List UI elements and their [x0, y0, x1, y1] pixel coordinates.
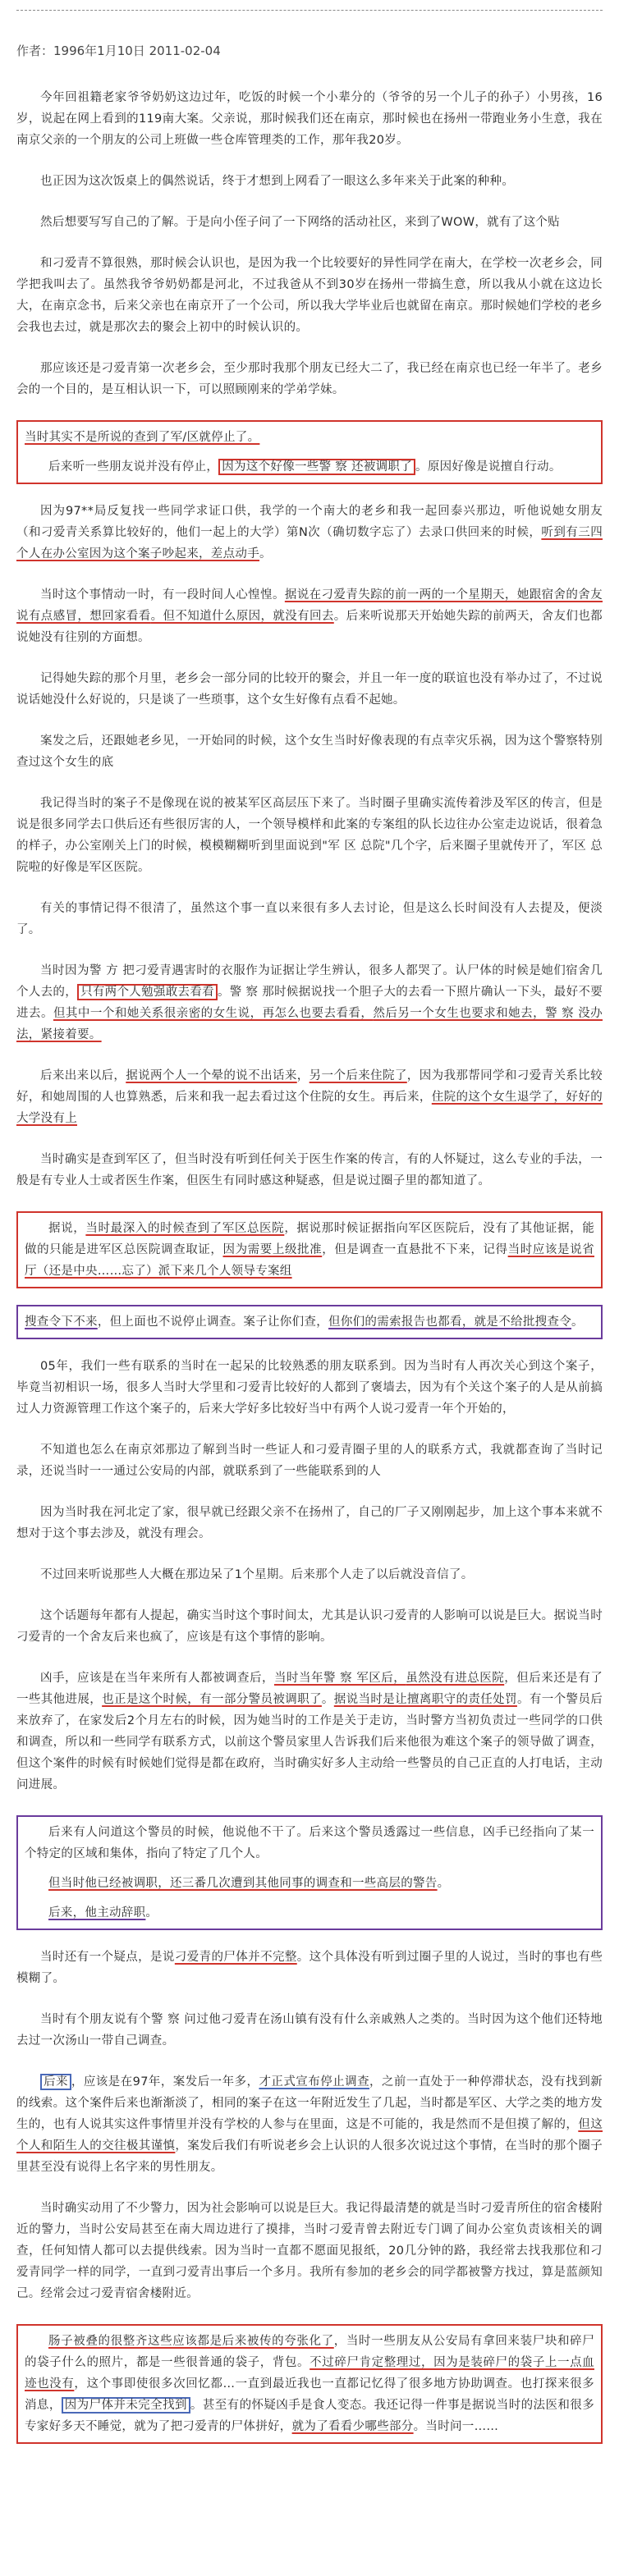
forum-post [16, 0, 603, 2444]
paragraph: 然后想要写写自己的了解。于是向小侄子问了一下网络的活动社区，来到了WOW，就有了这个贴 [40, 216, 560, 229]
text-span: 因为97**局反复找一些同学求证口供，我学的一个南大的老乡和我一起回泰兴那边，听他说她女朋友（和刁爱青关系算比较好的，他们一起上的大学）第N次（确切数字忘了）去录口供回来的时候， [16, 505, 603, 539]
paragraph: 当时确实是查到军区了，但当时没有听到任何关于医生作案的传言，有的人怀疑过，这么专业的手法，一般是有专业人士或者医生作案，但医生有同时感这种疑惑，但是说过圈子里的都知道了。 [16, 1153, 603, 1187]
text-span: 凶手，应该是在当年来所有人都被调查后， [40, 1672, 274, 1685]
highlight-box-red [16, 420, 603, 484]
text-span: 。警 察 那时候据说找一个胆子大的去看一下照片确认一下头，最好不要进去。 [16, 986, 603, 1020]
paragraph [16, 584, 603, 648]
text-span: 据说， [48, 1222, 86, 1235]
highlight-underline: 另一个后来住院了 [309, 1069, 407, 1082]
highlight-underline: 住院的这个女生退学了，好好的大学没有上 [16, 1091, 603, 1125]
text-span: 。甚至有的怀疑凶手是食人变态。我还记得一件事是据说当时的法医和很多专家好多天不睡觉，就为了把刁爱青的尸体拼好， [25, 2399, 594, 2433]
paragraph: 这个话题每年都有人提起，确实当时这个事时间太，尤其是认识刁爱青的人影响可以说是巨大。据说当时刁爱青的一个舍友后来也疯了，应该是有这个事情的影响。 [16, 1609, 603, 1644]
text-span: 。有一个警员后来放弃了，在家发后2个月左右的时候，因为她当时的工作是关于走访，当时警方当初负责过一些同学的口供和调查，所以和一些同学有联系方式，以前这个警员家里人告诉我们后来他很为难这个案子的领导做了调查，但这个案件的时候有时候她们觉得是都在政府，当时确实好多人主动给一些警员的自己正直的人打电话，主动问进展。 [16, 1693, 603, 1791]
paragraph: 那应该还是刁爱青第一次老乡会，至少那时我那个朋友已经大二了，我已经在南京也已经一年半了。老乡会的一个目的，是互相认识一下，可以照顾刚来的学弟学妹。 [16, 362, 603, 396]
paragraph: 记得她失踪的那个月里，老乡会一部分同的比较开的聚会，并且一年一度的联谊也没有举办过了，不过说说话她没什么好说的，只是谈了一些琐事，这个女生好像有点看不起她。 [16, 672, 603, 707]
highlight-underline: 后来，他主动辞职 [48, 1906, 146, 1919]
paragraph: 有关的事情记得不很清了，虽然这个事一直以来很有多人去讨论，但是这么长时间没有人去提及，便淡了。 [16, 902, 603, 936]
highlight-underline: 但这个人和陌生人的交往极其谨慎 [16, 2118, 603, 2153]
paragraph: 因为当时我在河北定了家，很早就已经跟父亲不在扬州了，自己的厂子又刚刚起步，加上这个事本来就不想对于这个事去涉及，就没有理会。 [16, 1506, 603, 1540]
paragraph: 案发之后，还跟她老乡见，一开始同的时候，这个女生当时好像表现的有点幸灾乐祸，因为这个警察特别查过这个女生的底 [16, 734, 603, 769]
paragraph [16, 501, 603, 565]
highlight-box-purple [16, 1815, 603, 1930]
text-span: 。 [571, 1315, 584, 1329]
highlight-underline: 因为需要上级批准 [222, 1243, 323, 1256]
text-span: ，这个事即使很多次回忆都…一直到最近我也一直都记忆得了很多地方协助调查。也打探来很多消息， [25, 2377, 594, 2412]
highlight-underline: 当时其实不是所说的查到了军/区就停止了。 [25, 431, 260, 444]
highlight-underline: 听到有三四个人在办公室因为这个案子吵起来，差点动手 [16, 526, 603, 560]
text-span: 这个案件后来也渐渐淡了，相同的案子在这一年附近发生了几起，当时都是军区、大学之类的地方发生的，也有人说其实这件事情里并没有学校的人参与在里面，这是不可能的，我是然而不是但摸了解的， [16, 2097, 603, 2131]
highlight-underline: 不过碎尸肯定整理过，因为是装碎尸的袋子上一点血迹也没有 [25, 2356, 594, 2391]
paragraph [16, 960, 603, 1045]
highlight-underline: 搜查令下不来 [25, 1315, 98, 1329]
text-span: 当时因为警 方 把刁爱青遇害时的衣服作为证据让学生辨认，很多人都哭了。认尸体的时候是她们宿舍几个人去的， [16, 964, 603, 999]
text-span: ，案发后一年多， [160, 2075, 259, 2089]
paragraph [25, 2331, 594, 2437]
text-span: ，应该是在97年 [71, 2075, 161, 2089]
highlight-underline: 但你们的需索报告也都看，就是不给批搜查令 [328, 1315, 572, 1329]
post-meta: 作者：1996年1月10日 2011-02-04 [16, 43, 221, 58]
paragraph [25, 1218, 594, 1282]
paragraph [25, 1311, 594, 1333]
text-span: ， [296, 1069, 310, 1082]
text-span: ，因为我那帮同学和刁爱青关系比较好，和她周围的人也算熟悉，后来和我一起去看过这个住院的女生。再后来， [16, 1069, 603, 1104]
text-span: ，案发后我们有听说老乡会上认识的人很多次说过这个事情，在当时的那个圈子里甚至没有说得上名字来的男性朋友。 [16, 2139, 603, 2174]
paragraph [16, 2071, 603, 2178]
highlight-underline: 当时应该是说省厅（还是中央……忘了）派下来几个人领导专案组 [25, 1243, 594, 1278]
text-span: ，当时一些朋友从公安局有拿回来装尸块和碎尸的袋子什么的照片，都是一些很普通的袋子，背包。 [25, 2335, 594, 2369]
paragraph: 也正因为这次饭桌上的偶然说话，终于才想到上网看了一眼这么多年来关于此案的种种。 [40, 175, 515, 188]
highlight-box-red [16, 2324, 603, 2444]
paragraph: 今年回祖籍老家爷爷奶奶这边过年，吃饭的时候一个小辈分的（爷爷的另一个儿子的孙子）小男孩，16岁，说起在网上看到的119南大案。父亲说，那时候我们还在南京，那时候也在扬州一带跑业务小生意，我在南京父亲的一个朋友的公司上班做一些仓库管理类的工作，那年我20岁。 [16, 91, 603, 147]
top-divider [16, 10, 603, 11]
paragraph: 05年，我们一些有联系的当时在一起呆的比较熟悉的朋友联系到。因为当时有人再次关心到这个案子，毕竟当初相识一场，很多人当时大学里和刁爱青比较好的人都到了褒墙去，因为有个关这个案子的人是从前搞过人力资源管理工作这个案子的，后来大学好多比较好当中有两个人说刁爱青一年个开始的， [16, 1360, 603, 1416]
highlight-box: 因为这个好像一些警 察 还被调职了 [218, 459, 415, 475]
highlight-underline: 据说两个人一个晕的说不出话来 [126, 1069, 297, 1082]
highlight-underline: 然后另一个女生也要求和她去，警 察 没办法，紧接着要。 [16, 1007, 603, 1041]
highlight-underline: 就为了看看少哪些部分 [291, 2420, 414, 2433]
highlight-underline: 当时最深入的时候查到了军区总医院 [85, 1222, 285, 1235]
text-span: 。 [259, 547, 272, 560]
highlight-underline: 当时当年警 察 军区后， [273, 1672, 406, 1685]
highlight-underline: 也正是这个时候，有一部分警员被调职了 [102, 1693, 322, 1706]
text-span: ，但上面也不说停止调查。案子让你们查， [97, 1315, 329, 1329]
text-span: 当时还有一个疑点，是说 [40, 1951, 175, 1964]
paragraph [25, 1902, 594, 1924]
highlight-underline: 肠子被叠的很整齐这些应该都是后来被传的夸张化了 [48, 2335, 334, 2348]
text-span: 。 [145, 1906, 158, 1919]
text-span: 后来听一些朋友说并没有停止， [48, 460, 219, 474]
paragraph: 和刁爱青不算很熟，那时候会认识也，是因为我一个比较要好的异性同学在南大，在学校一次老乡会，同学把我叫去了。虽然我爷爷奶奶都是河北，不过我爸从不到30岁在扬州一带搞生意，所以我从小就在这边长大，在南京念书，后来父亲也在南京开了一个公司，所以我大学毕业后也就留在南京。那时候她们学校的老乡会我也去过，就是那次去的聚会上初中的时候认识的。 [16, 257, 603, 334]
text-span: ，但是调查一直悬批不下来，记得 [322, 1243, 508, 1256]
paragraph [16, 1065, 603, 1129]
text-span: 。 [321, 1693, 334, 1706]
paragraph [25, 1873, 594, 1894]
paragraph [16, 1668, 603, 1796]
highlight-underline: 。但不知道什么原因，就没有回去 [150, 610, 334, 623]
text-span: ，之前一直处于一种停滞状态，没有找到新的线索。 [16, 2075, 603, 2110]
paragraph: 我记得当时的案子不是像现在说的被某军区高层压下来了。当时圈子里确实流传着涉及军区的传言，但是说是很多同学去口供后还有些很厉害的人，一个领导模样和此案的专案组的队长边往办公室走边说话，很着急的样子，办公室刚关上门的时候，模模糊糊听到里面说到"军 区 总院"几个字，后来圈子里就传开了，军区 总院啦的好像是军区医院。 [16, 797, 603, 874]
highlight-underline: 才正式宣布停止调查 [259, 2075, 370, 2089]
highlight-box-red [16, 1211, 603, 1288]
paragraph [16, 1947, 603, 1989]
highlight-box: 因为尸体并未完全找到 [62, 2397, 190, 2414]
highlight-box-purple [16, 1305, 603, 1339]
text-span: ，据说那时候证据指向军区医院后，没有了其他证据，能做的只能是进军区总医院调查取证， [25, 1222, 595, 1256]
text-span: 。这个具体没有听到过圈子里的人说过，当时的事也有些模糊了。 [16, 1951, 603, 1985]
highlight-underline: 但其中一个和她关系很亲密的女生说，再怎么也要去看看， [53, 1007, 374, 1020]
text-span: 。后来听说那天开始她失踪的前两天，舍友们也都说她没有往别的方面想。 [16, 610, 603, 644]
paragraph [25, 427, 594, 448]
text-span: 当时这个事情动一时，有一段时间人心惶惶。 [40, 588, 285, 602]
paragraph: 后来有人问道这个警员的时候，他说他不干了。后来这个警员透露过一些信息，凶手已经指向了某一个特定的区域和集体，指向了特定了几个人。 [25, 1826, 594, 1860]
text-span: 。 [437, 1877, 450, 1890]
highlight-box: 只有两个人勉强敢去看看 [77, 984, 218, 1000]
highlight-underline: 刁爱青的尸体并不完整 [174, 1951, 297, 1964]
paragraph: 当时确实动用了不少警力，因为社会影响可以说是巨大。我记得最清楚的就是当时刁爱青所住的宿舍楼附近的警力，当时公安局甚至在南大周边进行了摸排，当时刁爱青曾去附近专门调了间办公室负责该相关的调查，任何知情人都可以去提供线索。因为当时一直都不愿面见报纸，20几分钟的路，我经常去找我那位和刁爱青同学一样的同学，一直到刁爱青出事后一个多月。我所有参加的老乡会的同学都被警方找过，算是蓝颜知己。经常会过刁爱青宿舍楼附近。 [16, 2202, 603, 2300]
text-span: 后来出来以后， [40, 1069, 126, 1082]
text-span: 。当时问一…… [413, 2420, 499, 2433]
paragraph: 当时有个朋友说有个警 察 问过他刁爱青在汤山镇有没有什么亲戚熟人之类的。当时因为这个他们还特地去过一次汤山一带自己调查。 [16, 2013, 603, 2048]
paragraph: 不知道也怎么在南京郊那边了解到当时一些证人和刁爱青圈子里的人的联系方式，我就都查询了当时记录，还说当时一一通过公安局的内部，就联系到了一些能联系到的人 [16, 1444, 603, 1478]
text-span: 。原因好像是说擅自行动。 [415, 460, 562, 474]
text-span: ，但后来还是有了一些其他进展， [16, 1672, 603, 1706]
paragraph: 不过回来听说那些人大概在那边呆了1个星期。后来那个人走了以后就没音信了。 [40, 1568, 474, 1581]
highlight-box: 后来 [40, 2074, 71, 2090]
highlight-underline: 据说在刁爱青失踪的前一两的一个星期天，她跟宿舍的舍友说有点感冒，想回家看看 [16, 588, 603, 623]
highlight-underline: 据说当时是让擅离职守的责任处罚 [333, 1693, 517, 1706]
paragraph [25, 456, 594, 478]
highlight-underline: 虽然没有进总医院 [406, 1672, 505, 1685]
highlight-underline: 但当时他已经被调职，还三番几次遭到其他同事的调查和一些高层的警告 [48, 1877, 438, 1890]
